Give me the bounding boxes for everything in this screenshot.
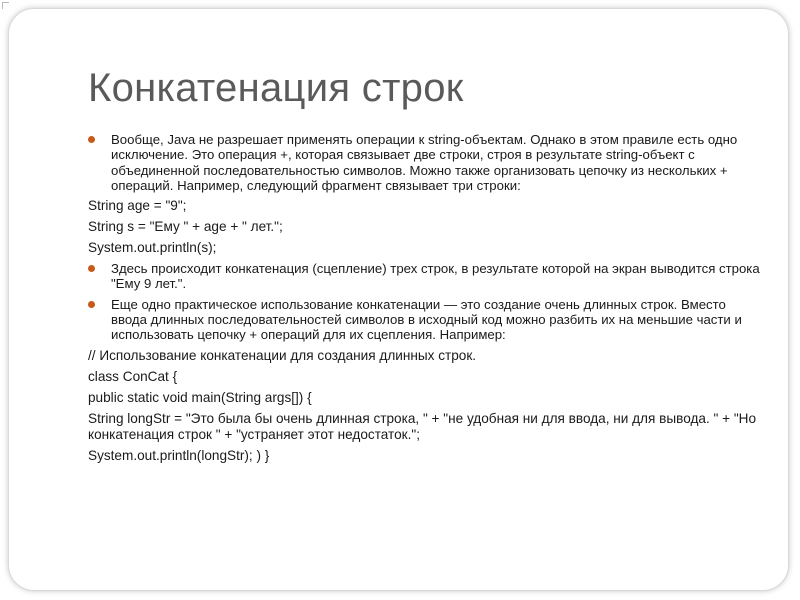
bullet-item — [88, 132, 764, 193]
slide-body — [88, 132, 764, 469]
bullet-text: Здесь происходит конкатенация (сцепление) трех строк, в результате которой на экран выводится строка "Ему 9 лет.". — [111, 261, 760, 292]
code-line: class ConCat { — [88, 368, 178, 384]
code-line: public static void main(String args[]) { — [88, 389, 312, 405]
corner-mark — [2, 2, 9, 9]
code-line: String longStr = "Это была бы очень длинная строка, " + "не удобная ни для ввода, ни для вывода. " + "Но конкатенация строк " + "устраняет этот недостаток."; — [88, 410, 757, 442]
slide-title: Конкатенация строк — [88, 66, 464, 110]
bullet-text: Вообще, Java не разрешает применять операции к string-объектам. Однако в этом правиле есть одно исключение. Это операция +, которая связывает две строки, строя в результате string-объект с объединенной последовательностью символов. Можно также организовать цепочку из нескольких + операций. Например, следующий фрагмент связывает три строки: — [111, 132, 738, 193]
bullet-item — [88, 261, 764, 292]
bullet-dot-icon — [88, 301, 95, 308]
code-line: String age = "9"; — [88, 198, 187, 214]
code-line: System.out.println(s); — [88, 240, 217, 256]
bullet-text: Еще одно практическое использование конкатенации — это создание очень длинных строк. Вместо ввода длинных последовательностей символов в исходный код можно разбить их на меньшие части и использовать цепочку + операций для их сцепления. Например: — [111, 296, 742, 343]
bullet-dot-icon — [88, 265, 95, 272]
code-line: String s = "Ему " + age + " лет."; — [88, 219, 283, 235]
code-line: System.out.println(longStr); ) } — [88, 447, 270, 463]
bullet-dot-icon — [88, 136, 95, 143]
code-line: // Использование конкатенации для создания длинных строк. — [88, 347, 477, 363]
bullet-item — [88, 297, 764, 343]
